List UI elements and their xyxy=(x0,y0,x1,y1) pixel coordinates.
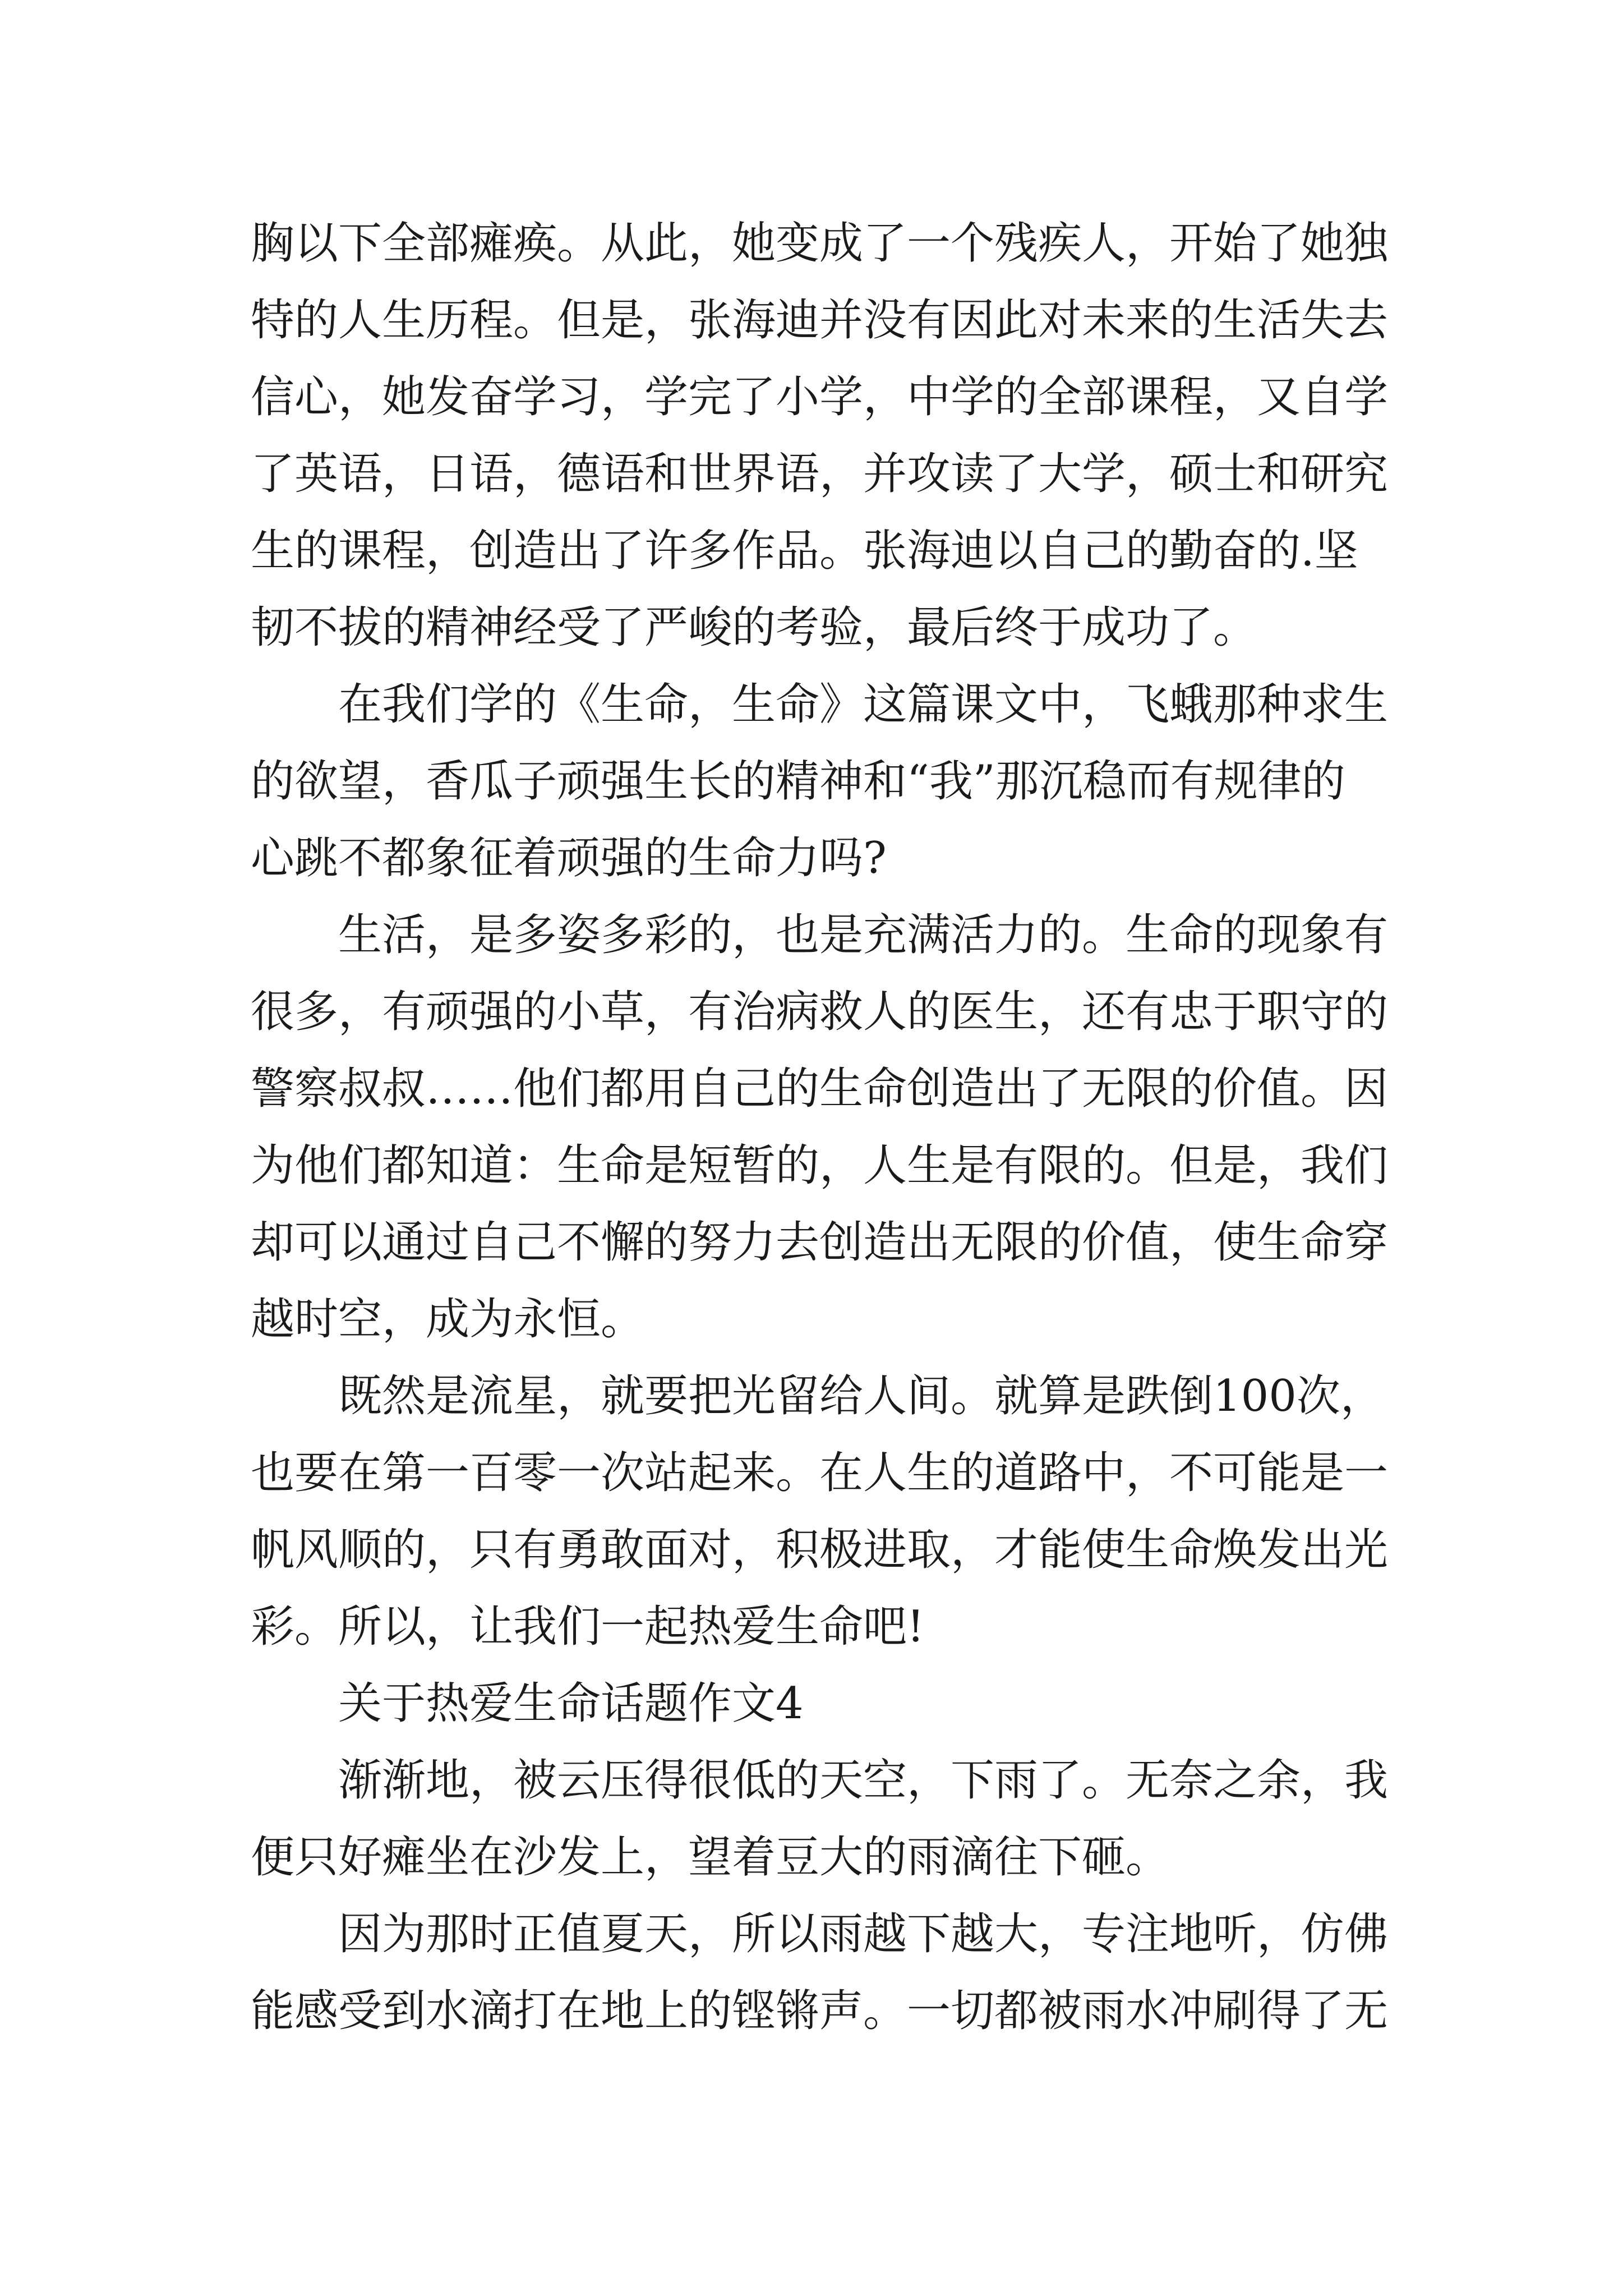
section-heading: 关于热爱生命话题作文4 xyxy=(338,1678,804,1729)
text-line: 很多，有顽强的小草，有治病救人的医生，还有忠于职守的 xyxy=(251,987,1389,1037)
text-line: 也要在第一百零一次站起来。在人生的道路中，不可能是一 xyxy=(251,1448,1389,1498)
paragraph xyxy=(251,897,1406,1358)
text-line: 胸以下全部瘫痪。从此，她变成了一个残疾人，开始了她独 xyxy=(251,218,1389,269)
text-line: 既然是流星，就要把光留给人间。就算是跌倒100次， xyxy=(338,1371,1384,1421)
text-line: 韧不拔的精神经受了严峻的考验，最后终于成功了。 xyxy=(251,602,1257,653)
text-line: 彩。所以，让我们一起热爱生命吧! xyxy=(251,1602,925,1652)
text-line: 生的课程，创造出了许多作品。张海迪以自己的勤奋的.坚 xyxy=(251,526,1358,576)
text-line: 的欲望，香瓜子顽强生长的精神和“我”那沉稳而有规律的 xyxy=(251,756,1345,807)
text-line: 在我们学的《生命，生命》这篇课文中，飞蛾那种求生 xyxy=(338,679,1389,730)
paragraph xyxy=(251,1742,1406,1896)
text-line: 能感受到水滴打在地上的铿锵声。一切都被雨水冲刷得了无 xyxy=(251,1986,1389,2036)
paragraph xyxy=(251,666,1406,897)
text-line: 帆风顺的，只有勇敢面对，积极进取，才能使生命焕发出光 xyxy=(251,1525,1389,1575)
text-line: 了英语，日语，德语和世界语，并攻读了大学，硕士和研究 xyxy=(251,449,1389,499)
text-line: 因为那时正值夏天，所以雨越下越大，专注地听，仿佛 xyxy=(338,1909,1389,1959)
text-line: 警察叔叔……他们都用自己的生命创造出了无限的价值。因 xyxy=(251,1064,1389,1114)
paragraph xyxy=(251,1896,1406,2050)
paragraph-continued xyxy=(251,205,1406,666)
text-line: 便只好瘫坐在沙发上，望着豆大的雨滴往下砸。 xyxy=(251,1832,1170,1883)
text-line: 越时空，成为永恒。 xyxy=(251,1294,645,1345)
body-text xyxy=(251,205,1406,2050)
text-line: 特的人生历程。但是，张海迪并没有因此对未来的生活失去 xyxy=(251,295,1389,346)
paragraph xyxy=(251,1358,1406,1665)
text-line: 心跳不都象征着顽强的生命力吗? xyxy=(251,833,887,884)
text-line: 却可以通过自己不懈的努力去创造出无限的价值，使生命穿 xyxy=(251,1217,1389,1268)
section-heading-block xyxy=(251,1665,1406,1742)
text-line: 为他们都知道：生命是短暂的，人生是有限的。但是，我们 xyxy=(251,1140,1389,1191)
text-line: 生活，是多姿多彩的，也是充满活力的。生命的现象有 xyxy=(338,910,1389,960)
text-line: 渐渐地，被云压得很低的天空，下雨了。无奈之余，我 xyxy=(338,1755,1389,1806)
text-line: 信心，她发奋学习，学完了小学，中学的全部课程，又自学 xyxy=(251,372,1389,422)
